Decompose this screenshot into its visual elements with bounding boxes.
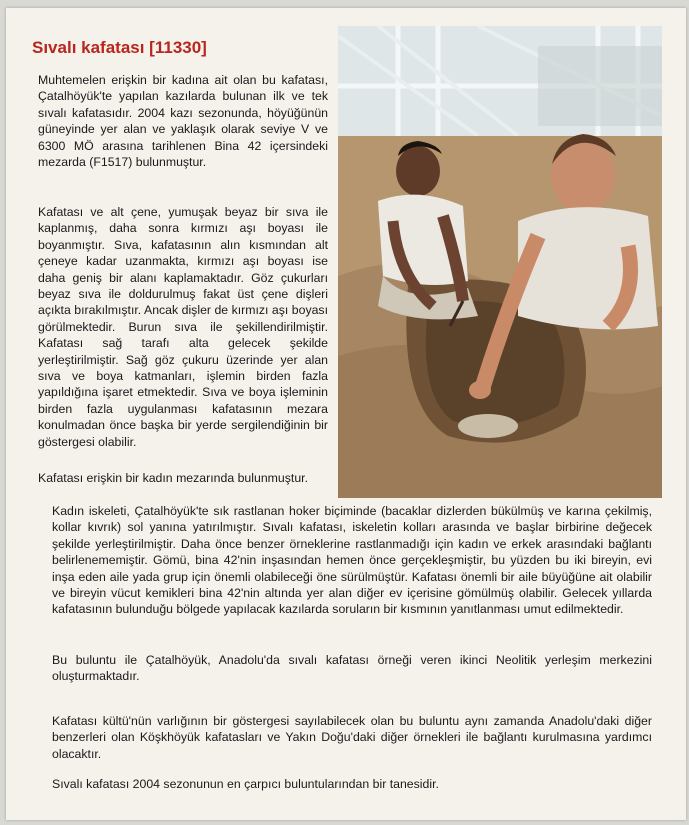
paragraph-burial-text: Kadın iskeleti, Çatalhöyük'te sık rastlanan hoker biçiminde (bacaklar dizlerden bükülmüş ve karına çekilmiş, kollar kıvrık) sol yanına yatırılmıştır. Sıvalı kafatası, iskeletin kolları arasında ve başlar birbirine değecek şekilde yerleştirilmiştir. Daha önce benzer örneklerine rastlanmadığı için kadın ve erkek arasındaki bağlantı belirlenememiştir. Gömü, bina 42'nin inşasından hemen önce gerçekleşmiştir, bu yüzden bu iki bireyin, evi inşa eden aile yada grup için önemli olabileceği öne sürülmüştür. Kafatası önemli bir aile büyüğüne ait olabilir ve bireyin vücut kemikleri bina 42'nin altında yer alan diğer ev içerisine gömülmüş olabilir. Gelecek yıllarda kafatasının bulunduğu bölgede yapılacak kazılarda soruların bir kısmının yanıtlanması umut edilmektedir. [52,504,652,617]
paragraph-burial-start [38,470,328,486]
paragraph-description-text: Kafatası ve alt çene, yumuşak beyaz bir sıva ile kaplanmış, daha sonra kırmızı aşı boyası ile boyanmıştır. Sıva, kafatasının alın kısmından alt çeneye kadar uzanmakta, kırmızı aşı boyası ise daha geniş bir alanı kaplamaktadır. Göz çukurları beyaz sıva ile doldurulmuş fakat üst çene dişleri açıkta bırakılmıştır. Ancak dişler de kırmızı aşı boyası görülmektedir. Burun sıva ile şekillendirilmiştir. Kafatası sağ tarafı alta gelecek şekilde yerleştirilmiştir. Sağ göz çukuru üzerinde yer alan sıva ve boya katmanları, işlemin birden fazla yapıldığına işaret etmektedir. Sıva ve boya işleminin birden fazla uygulanması kafatasının mezara konulmadan önce başka bir yerde sergilendiğinin bir göstergesi olabilir. [38,205,328,449]
paragraph-conclusion-text: Sıvalı kafatası 2004 sezonunun en çarpıcı buluntularından bir tanesidir. [52,777,439,791]
panel-title: Sıvalı kafatası [11330] [32,38,207,57]
paragraph-burial [52,503,652,618]
paragraph-intro-text: Muhtemelen erişkin bir kadına ait olan bu kafatası, Çatalhöyük'te yapılan kazılarda bulunan ilk ve tek sıvalı kafatasıdır. 2004 kazı sezonunda, höyüğünün güneyinde yer alan ve yaklaşık olarak seviye V ve 6300 MÖ arasına tarihlenen Bina 42 içersindeki mezarda (F1517) bulunmuştur. [38,73,328,170]
excavation-photo-illustration [338,26,662,498]
paragraph-burial-start-text: Kafatası erişkin bir kadın mezarında bulunmuştur. [38,471,308,485]
paragraph-conclusion [52,776,652,792]
excavation-photo [338,26,662,498]
paragraph-intro [38,72,328,170]
paragraph-significance-text: Bu buluntu ile Çatalhöyük, Anadolu'da sıvalı kafatası örneği veren ikinci Neolitik yerleşim merkezini oluşturmaktadır. [52,653,652,684]
paragraph-description [38,204,328,450]
paragraph-skull-cult [52,713,652,762]
paragraph-significance [52,652,652,685]
paragraph-skull-cult-text: Kafatası kültü'nün varlığının bir göstergesi sayılabilecek olan bu buluntu aynı zamanda Anadolu'daki diğer benzerleri olan Köşkhöyük kafatasları ve Yakın Doğu'daki diğer örnekleri ile bağlantı kurulmasına yardımcı olacaktır. [52,714,652,761]
